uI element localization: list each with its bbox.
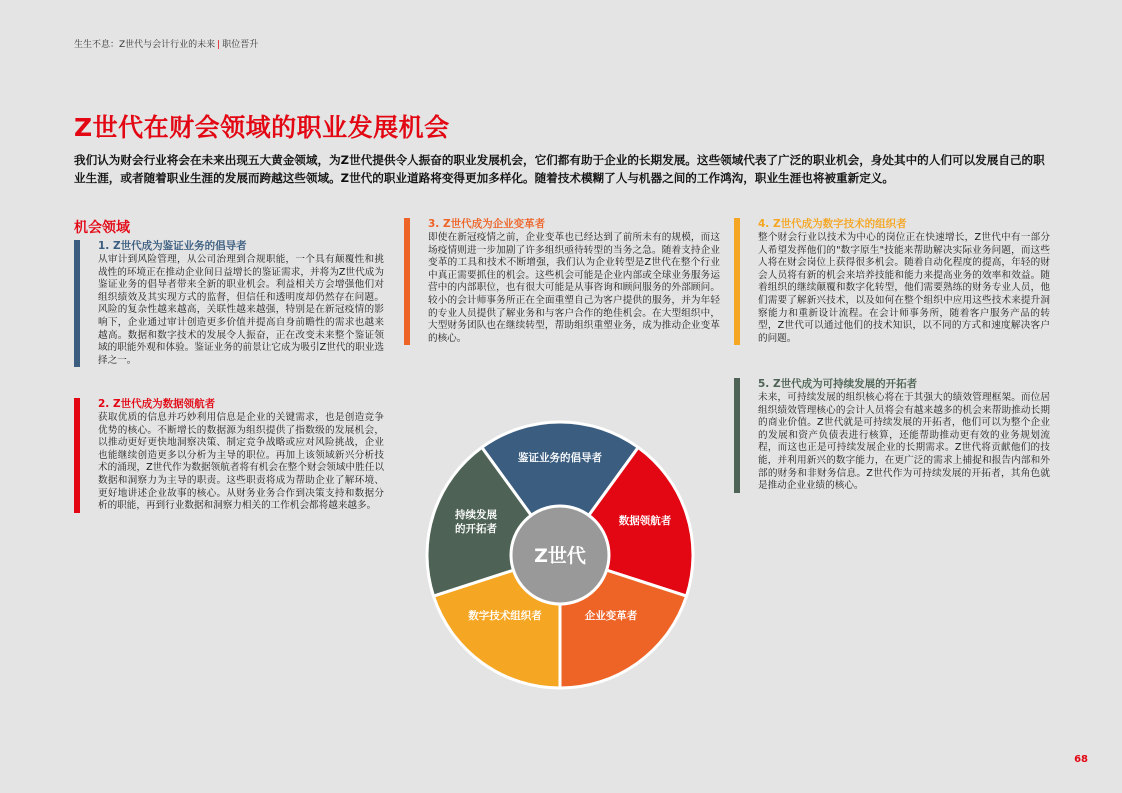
opportunity-wheel-diagram xyxy=(420,415,700,695)
wheel-center-label: Z世代 xyxy=(534,545,586,567)
intro-paragraph: 我们认为财会行业将会在未来出现五大黄金领域，为Z世代提供令人振奋的职业发展机会，它们都有助于企业的长期发展。这些领域代表了广泛的职业机会，身处其中的人们可以发展自己的职业生涯，或者随着职业生涯的发展而跨越这些领域。Z世代的职业道路将变得更加多样化。随着技术模糊了人与机器之间的工作鸿沟，职业生涯也将被重新定义。 xyxy=(74,153,1045,185)
opportunity-assurance-advocate xyxy=(74,240,384,367)
opportunity-heading: 5. Z世代成为可持续发展的开拓者 xyxy=(758,378,918,390)
wheel-label-sustainability-line2: 的开拓者 xyxy=(455,523,497,535)
wheel-label-assurance: 鉴证业务的倡导者 xyxy=(518,452,602,464)
page-number: 68 xyxy=(1074,754,1088,765)
wheel-label-data: 数据领航者 xyxy=(618,515,672,527)
header-publication: 生生不息：Z世代与会计行业的未来 xyxy=(74,40,216,50)
wheel-label-digital: 数字技术组织者 xyxy=(468,610,542,622)
opportunity-heading: 2. Z世代成为数据领航者 xyxy=(98,398,216,410)
page-title: Z世代在财会领域的职业发展机会 xyxy=(74,113,450,142)
header-chapter: 职位晋升 xyxy=(222,40,259,50)
section-heading: 机会领域 xyxy=(74,220,130,236)
opportunity-sustainability-pioneer xyxy=(734,378,1050,493)
header-separator: | xyxy=(217,40,221,50)
opportunity-heading: 1. Z世代成为鉴证业务的倡导者 xyxy=(98,240,247,252)
opportunity-business-transformer xyxy=(404,218,720,345)
wheel-label-sustainability-line1: 持续发展 xyxy=(455,509,497,521)
opportunity-heading: 3. Z世代成为企业变革者 xyxy=(428,218,546,230)
opportunity-body: 即使在新冠疫情之前，企业变革也已经达到了前所未有的规模，而这场疫情则进一步加剧了许多组织亟待转型的当务之急。随着支持企业变革的工具和技术不断增强，我们认为企业转型是Z世代在整个行业中真正需要抓住的机会。这些机会可能是企业内部或全球业务服务运营中的内部职位，也有很大可能是从事咨询和顾问服务的外部顾问。较小的会计师事务所正在全面重塑自己为客户提供的服务，并为年轻的专业人员提供了解业务和与客户合作的绝佳机会。在大型组织中，大型财务团队也在继续转型，帮助组织重塑业务，成为推动企业变革的核心。 xyxy=(428,232,720,344)
opportunity-body: 获取优质的信息并巧妙利用信息是企业的关键需求，也是创造竞争优势的核心。不断增长的数据源为组织提供了指数级的发展机会，以推动更好更快地洞察决策、制定竞争战略或应对风险挑战，企业也能继续创造更多以分析为主导的职位。再加上该领域新兴分析技术的涌现，Z世代作为数据领航者将有机会在整个财会领域中胜任以数据和洞察力为主导的职责。这些职责将成为帮助企业了解环境、更好地讲述企业故事的核心。从财务业务合作到决策支持和数据分析的职能，再到行业数据和洞察力相关的工作机会都将越来越多。 xyxy=(98,412,384,512)
opportunity-body: 从审计到风险管理，从公司治理到合规职能，一个具有颠覆性和挑战性的环境正在推动企业间日益增长的鉴证需求，并将为Z世代成为鉴证业务的倡导者带来全新的职业机会。利益相关方会增强他们对组织绩效及其实现方式的监督，但信任和透明度却仍然存在问题。风险的复杂性越来越高，关联性越来越强，特别是在新冠疫情的影响下，企业通过审计创造更多价值并提高自身前瞻性的需求也越来越高。数据和数字技术的发展令人振奋，正在改变未来整个鉴证领域的职能外观和体验。鉴证业务的前景让它成为吸引Z世代的职业选择之一。 xyxy=(98,254,384,366)
opportunity-data-navigator xyxy=(74,398,384,513)
running-header xyxy=(74,37,258,50)
opportunity-body: 未来，可持续发展的组织核心将在于其强大的绩效管理框架。而位居组织绩效管理核心的会计人员将会有越来越多的机会来帮助推动长期的商业价值。Z世代就是可持续发展的开拓者，他们可以为整个企业的发展和资产负债表进行核算，还能帮助推动更有效的业务规划流程，而这也正是可持续发展企业的长期需求。Z世代将贡献他们的技能，并利用新兴的数字能力，在更广泛的需求上捕捉和报告内部和外部的财务和非财务信息。Z世代作为可持续发展的开拓者，其角色就是推动企业业绩的核心。 xyxy=(758,392,1050,492)
opportunity-heading: 4. Z世代成为数字技术的组织者 xyxy=(758,218,907,230)
opportunity-body: 整个财会行业以技术为中心的岗位正在快速增长，Z世代中有一部分人希望发挥他们的"数字原生"技能来帮助解决实际业务问题，而这些人将在财会岗位上获得很多机会。随着自动化程度的提高，年轻的财会人员将有新的机会来培养技能和能力来提高业务的效率和效益。随着组织的继续颠覆和数字化转型，他们需要熟练的财务专业人员，他们需要了解新兴技术，以及如何在整个组织中应用这些技术来提升洞察能力和重新设计流程。在会计师事务所，随着客户服务产品的转型，Z世代可以通过他们的技术知识，以不同的方式和速度解决客户的问题。 xyxy=(758,232,1050,344)
opportunity-digital-organizer xyxy=(734,218,1050,345)
wheel-label-transformation: 企业变革者 xyxy=(584,610,638,622)
